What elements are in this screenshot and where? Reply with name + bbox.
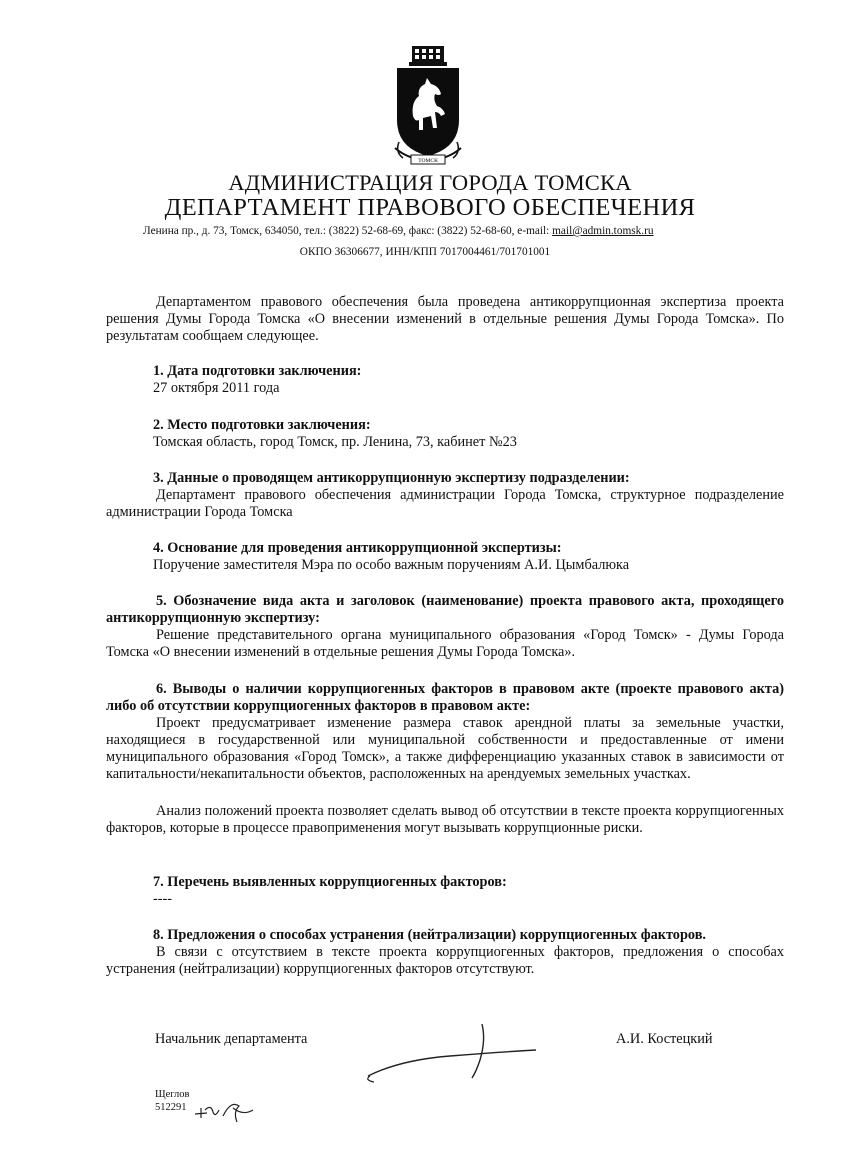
section-3-body: Департамент правового обеспечения администрации Города Томска, структурное подразделение администрации Города Томска	[106, 487, 784, 520]
section-5-heading: 5. Обозначение вида акта и заголовок (наименование) проекта правового акта, проходящего антикоррупционную экспертизу:	[106, 593, 784, 626]
signatory-title: Начальник департамента	[155, 1031, 308, 1047]
contact-line	[143, 225, 654, 237]
section-6-heading: 6. Выводы о наличии коррупциогенных факторов в правовом акте (проекте правового акта) либо об отсутствии коррупциогенных факторов в правовом акте:	[106, 681, 784, 714]
intro-paragraph: Департаментом правового обеспечения была проведена антикоррупционная экспертиза проекта решения Думы Города Томска «О внесении изменений в отдельные решения Думы Города Томска». По результатам сообщаем следующее.	[106, 294, 784, 344]
section-8-body: В связи с отсутствием в тексте проекта коррупциогенных факторов, предложения о способах устранения (нейтрализации) коррупциогенных факторов отсутствуют.	[106, 944, 784, 977]
executor-name: Щеглов	[155, 1089, 190, 1100]
org-name-department: ДЕПАРТАМЕНТ ПРАВОВОГО ОБЕСПЕЧЕНИЯ	[164, 194, 696, 221]
signatory-name: А.И. Костецкий	[616, 1031, 713, 1047]
section-5-body: Решение представительного органа муниципального образования «Город Томск» - Думы Города Томска «О внесении изменений в отдельные решения Думы Города Томска».	[106, 627, 784, 660]
okpo-line: ОКПО 36306677, ИНН/КПП 7017004461/701701001	[299, 246, 551, 258]
section-1-heading: 1. Дата подготовки заключения:	[153, 363, 362, 379]
handwritten-signature-icon	[360, 1020, 550, 1090]
section-6-body-2: Анализ положений проекта позволяет сделать вывод об отсутствии в тексте проекта коррупциогенных факторов, которые в процессе правоприменения могут вызывать коррупционные риски.	[106, 803, 784, 836]
section-2-body: Томская область, город Томск, пр. Ленина, 73, кабинет №23	[153, 434, 517, 450]
address-text: Ленина пр., д. 73, Томск, 634050, тел.: (3822) 52-68-69, факс: (3822) 52-68-60, e-mail:	[143, 225, 553, 237]
section-4-body: Поручение заместителя Мэра по особо важным поручениям А.И. Цымбалюка	[153, 557, 630, 573]
email-link[interactable]: mail@admin.tomsk.ru	[552, 225, 654, 237]
section-7-heading: 7. Перечень выявленных коррупциогенных факторов:	[153, 874, 507, 890]
section-4-heading: 4. Основание для проведения антикоррупционной экспертизы:	[153, 540, 562, 556]
emblem-ribbon-text: ТОМСК	[418, 158, 438, 164]
section-8-heading: 8. Предложения о способах устранения (нейтрализации) коррупциогенных факторов.	[153, 927, 706, 943]
section-1-body: 27 октября 2011 года	[153, 380, 280, 396]
executor-block	[155, 1088, 189, 1114]
org-name-administration: АДМИНИСТРАЦИЯ ГОРОДА ТОМСКА	[228, 170, 632, 195]
section-3-heading: 3. Данные о проводящем антикоррупционную экспертизу подразделении:	[153, 470, 630, 486]
executor-phone: 512291	[155, 1102, 187, 1113]
section-7-body: ----	[153, 891, 173, 907]
tomsk-coat-of-arms-icon	[389, 44, 467, 168]
section-6-body: Проект предусматривает изменение размера ставок арендной платы за земельные участки, находящиеся в государственной или муниципальной собственности и предоставленные от имени муниципального образования «Город Томск», а также дифференциацию указанных ставок в зависимости от капитальности/некапитальности объектов, расположенных на арендуемых земельных участках.	[106, 715, 784, 782]
handwritten-initials-icon	[193, 1096, 259, 1124]
section-2-heading: 2. Место подготовки заключения:	[153, 417, 371, 433]
